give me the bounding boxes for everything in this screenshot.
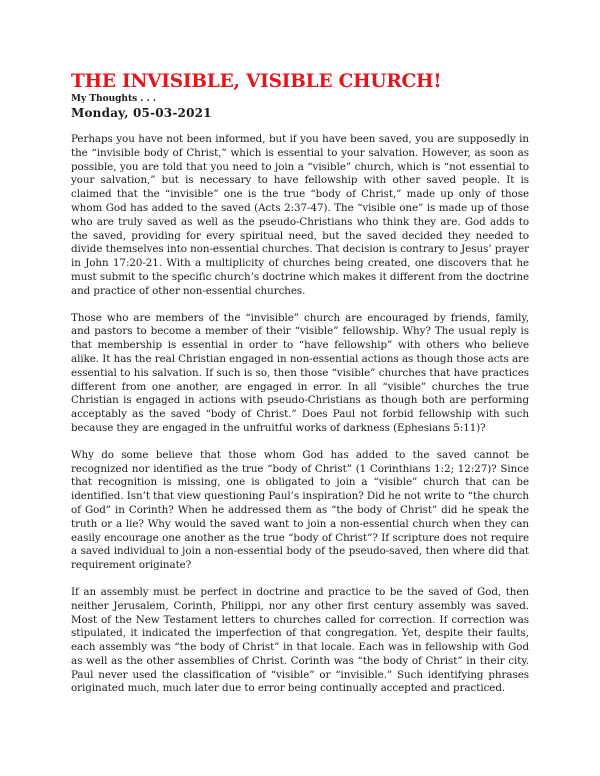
document-subtitle: My Thoughts . . . xyxy=(71,94,156,104)
paragraph-2: Those who are members of the “invisible” church are encouraged by friends, family, and pastors to become a member of their “visible” fellowship. Why? The usual reply is that membership is essential in order to “have fellowship” with others who believe alike. It has the real Christian engaged in non-essential actions as though those acts are essential to his salvation. If such is so, then those “visible” churches that have practices different from one another, are engaged in error. In all “visible” churches the true Christian is engaged in actions with pseudo-Christians as though both are performing acceptably as the saved “body of Christ.” Does Paul not forbid fellowship with such because they are engaged in the unfruitful works of darkness (Ephesians 5:11)? xyxy=(71,311,529,434)
paragraph-4: If an assembly must be perfect in doctrine and practice to be the saved of God, then neither Jerusalem, Corinth, Philippi, nor any other first century assembly was saved. Most of the New Testament letters to churches called for correction. If correction was stipulated, it indicated the imperfection of that congregation. Yet, despite their faults, each assembly was “the body of Christ” in that locale. Each was in fellowship with God as well as the other assemblies of Christ. Corinth was “the body of Christ” in their city. Paul never used the classification of “visible” or “invisible.” Such identifying phrases originated much, much later due to error being continually accepted and practiced. xyxy=(71,585,529,695)
paragraph-1: Perhaps you have not been informed, but if you have been saved, you are supposedly in the “invisible body of Christ,” which is essential to your salvation. However, as soon as possible, you are told that you need to join a “visible” church, which is “not essential to your salvation,” but is necessary to have fellowship with other saved people. It is claimed that the “invisible” one is the true “body of Christ,” made up only of those whom God has added to the saved (Acts 2:37-47). The “visible one” is made up of those who are truly saved as well as the pseudo-Christians who think they are. God adds to the saved, providing for every spiritual need, but the saved decided they needed to divide themselves into non-essential churches. That decision is contrary to Jesus’ prayer in John 17:20-21. With a multiplicity of churches being created, one discovers that he must submit to the specific church’s doctrine which makes it different from the doctrine and practice of other non-essential churches. xyxy=(71,133,529,297)
document-date: Monday, 05-03-2021 xyxy=(71,106,212,120)
document-title: THE INVISIBLE, VISIBLE CHURCH! xyxy=(71,71,442,92)
paragraph-3: Why do some believe that those whom God has added to the saved cannot be recognized nor identified as the true “body of Christ” (1 Corinthians 1:2; 12:27)? Since that recognition is missing, one is obligated to join a “visible” church that can be identified. Isn’t that view questioning Paul’s inspiration? Did he not write to “the church of God” in Corinth? When he addressed them as “the body of Christ” did he speak the truth or a lie? Why would the saved want to join a non-essential church when they can easily encourage one another as the true “body of Christ”? If scripture does not require a saved individual to join a non-essential body of the pseudo-saved, then where did that requirement originate? xyxy=(71,448,529,572)
